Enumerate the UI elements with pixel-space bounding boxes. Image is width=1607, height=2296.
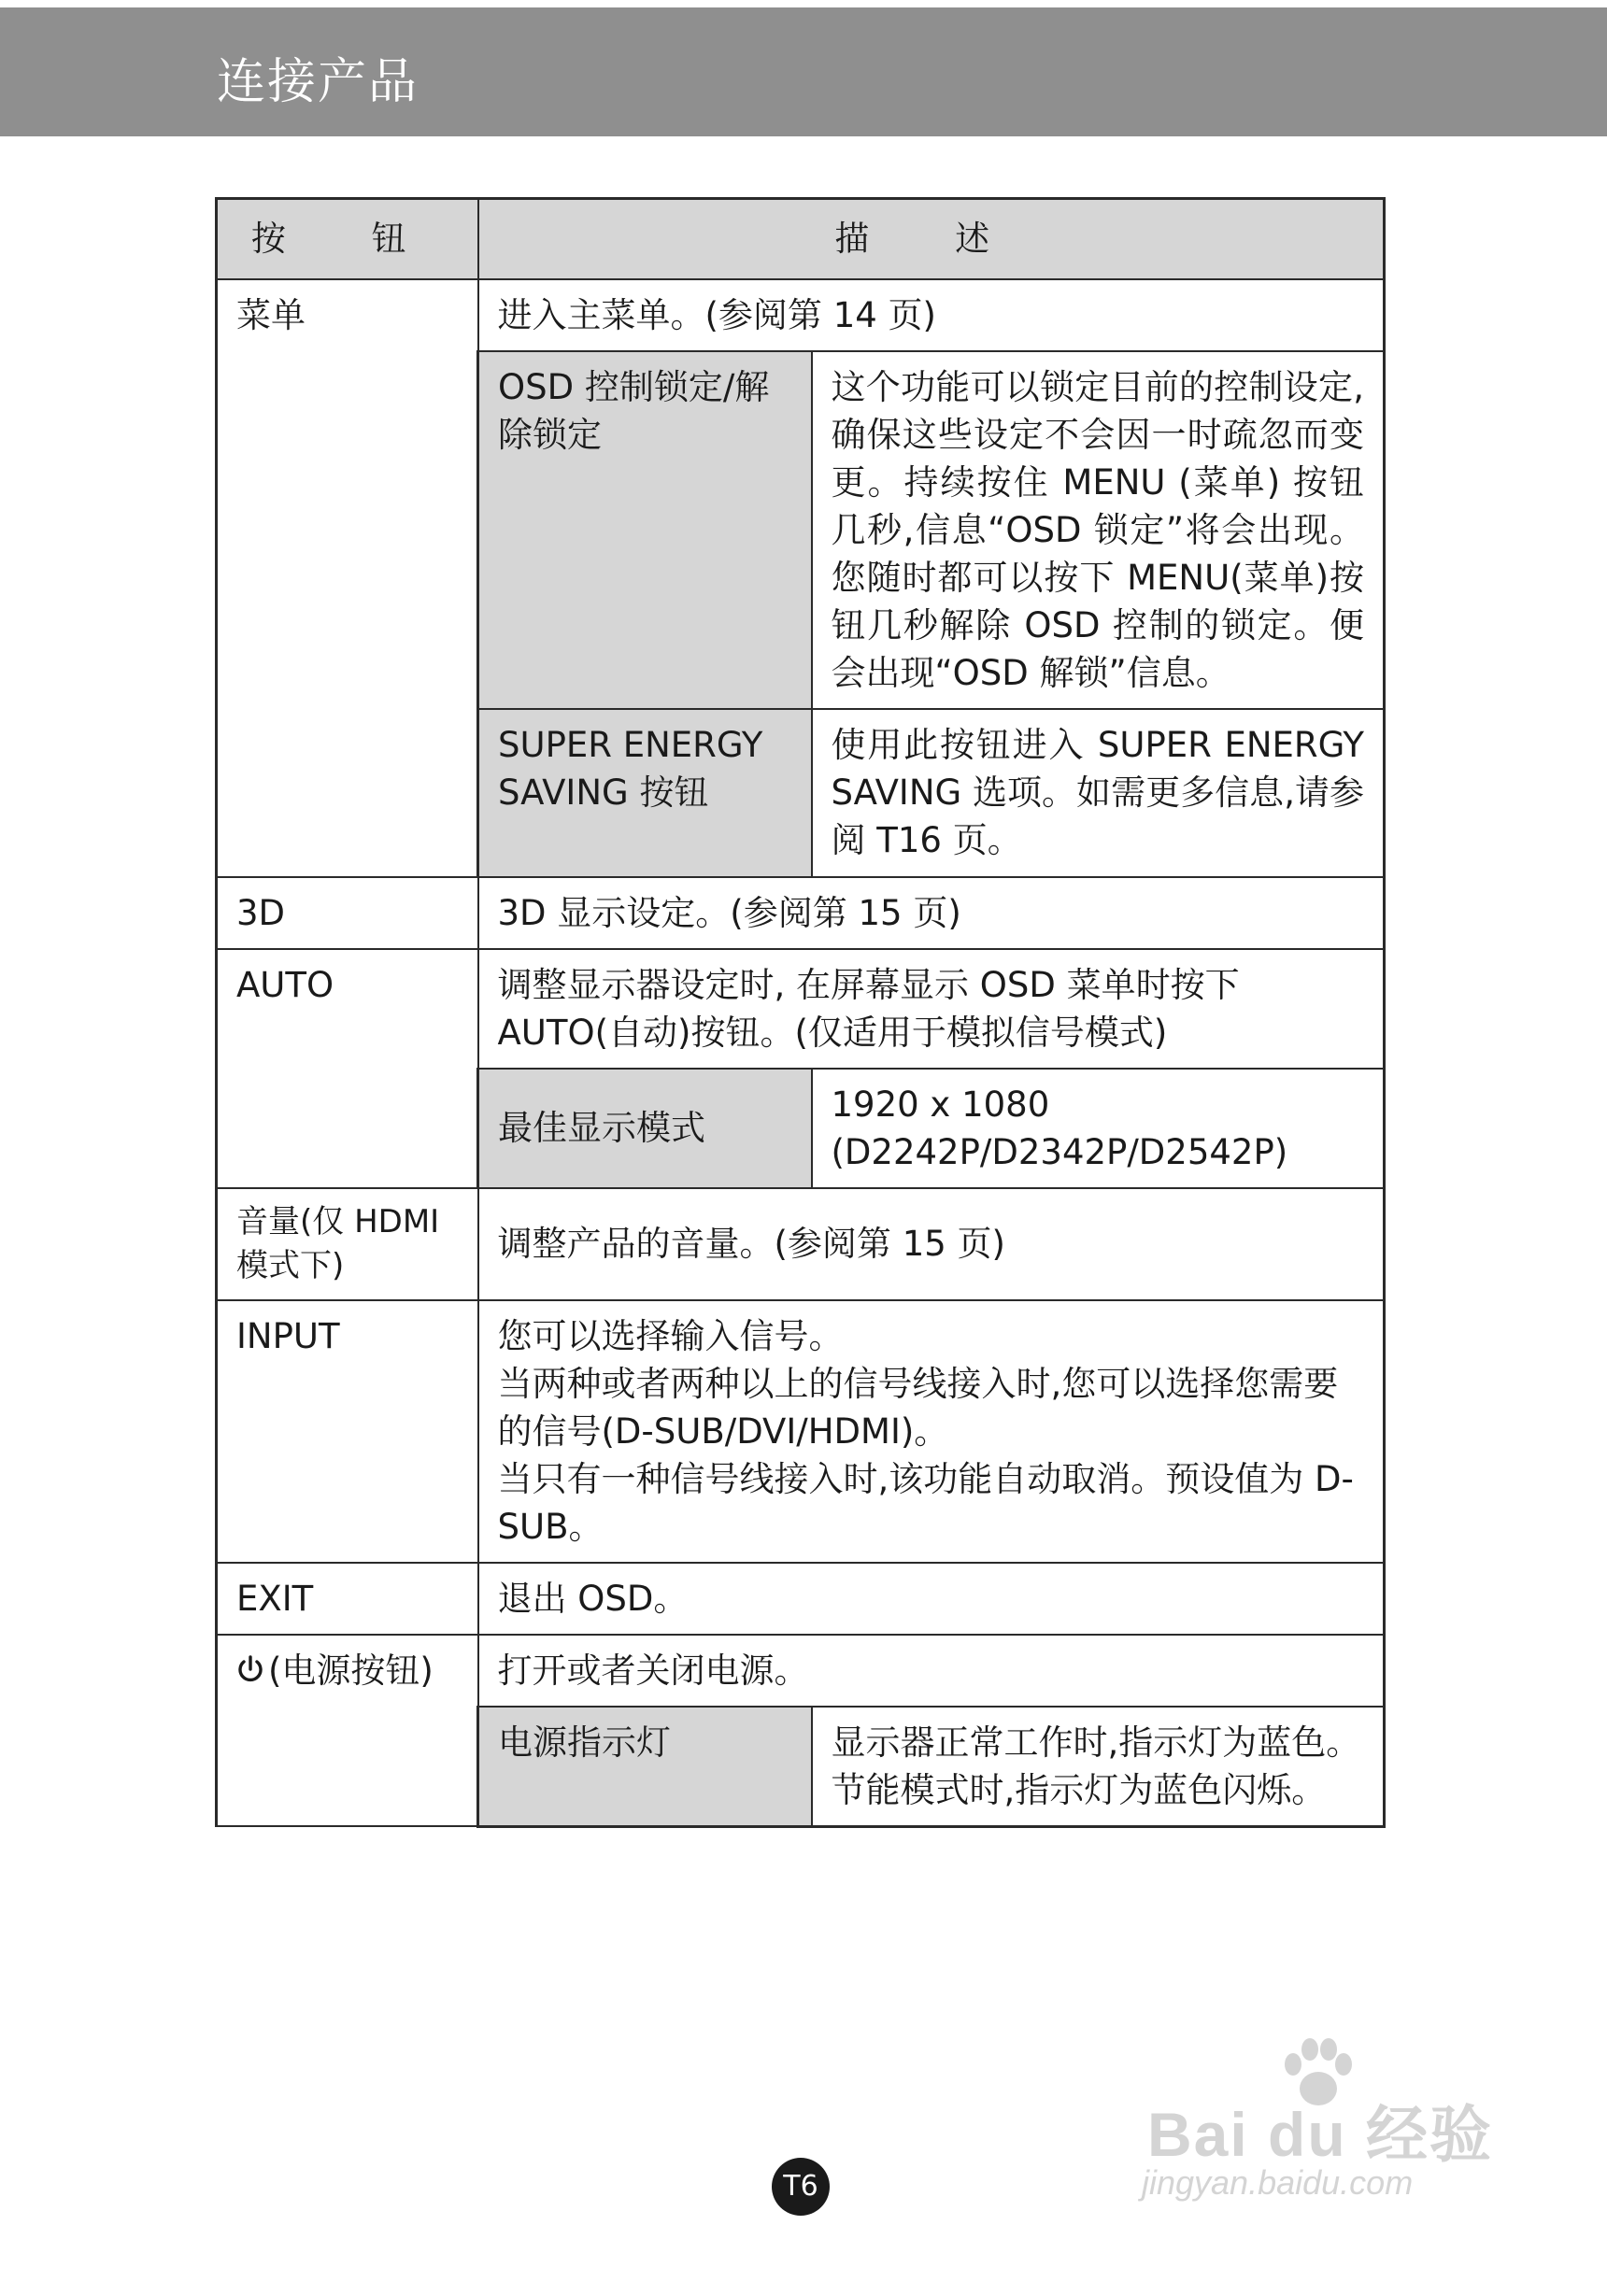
button-name-auto: AUTO [217,949,478,1188]
button-name-3d: 3D [217,877,478,949]
description-3d: 3D 显示设定。(参阅第 15 页) [478,877,1385,949]
description-exit: 退出 OSD。 [478,1563,1385,1635]
watermark-brand: Bai du 经验 [1147,2100,1494,2169]
sub-desc-best-mode [812,1069,1385,1188]
sub-label-best-mode: 最佳显示模式 [478,1069,812,1188]
watermark-url: jingyan.baidu.com [1142,2163,1414,2202]
column-header-description: 描 述 [478,199,1385,280]
description-menu: 进入主菜单。(参阅第 14 页) [478,279,1385,351]
table-row-power [217,1635,1385,1707]
description-input [478,1300,1385,1563]
table-row-menu [217,279,1385,351]
button-name-menu: 菜单 [217,279,478,877]
input-desc-line-3: 当只有一种信号线接入时,该功能自动取消。预设值为 D-SUB。 [497,1458,1354,1547]
description-volume: 调整产品的音量。(参阅第 15 页) [478,1188,1385,1300]
table-row-exit [217,1563,1385,1635]
table-row-volume [217,1188,1385,1300]
table-row-input [217,1300,1385,1563]
table-row-auto [217,949,1385,1069]
best-mode-models: (D2242P/D2342P/D2542P) [831,1131,1288,1172]
button-description-table [215,197,1386,1828]
sub-desc-osd-lock: 这个功能可以锁定目前的控制设定,确保这些设定不会因一时疏忽而变更。持续按住 MENU (菜单) 按钮几秒,信息“OSD 锁定”将会出现。您随时都可以按下 MENU(菜单)按钮几秒解除 OSD 控制的锁定。便会出现“OSD 解锁”信息。 [812,351,1385,709]
description-auto: 调整显示器设定时, 在屏幕显示 OSD 菜单时按下 AUTO(自动)按钮。(仅适用于模拟信号模式) [478,949,1385,1069]
page-number: T6 [772,2158,830,2216]
power-button-label: (电源按钮) [268,1650,434,1691]
power-icon [236,1650,264,1678]
page-title: 连接产品 [217,54,420,110]
button-name-power [217,1635,478,1827]
sub-desc-super-energy-saving: 使用此按钮进入 SUPER ENERGY SAVING 选项。如需更多信息,请参阅 T16 页。 [812,709,1385,876]
button-name-input: INPUT [217,1300,478,1563]
input-desc-line-2: 当两种或者两种以上的信号线接入时,您可以选择您需要的信号(D-SUB/DVI/HDMI)。 [497,1363,1339,1452]
description-power: 打开或者关闭电源。 [478,1635,1385,1707]
button-name-exit: EXIT [217,1563,478,1635]
sub-label-power-led: 电源指示灯 [478,1707,812,1827]
best-mode-resolution: 1920 x 1080 [831,1084,1050,1125]
column-header-button: 按 钮 [217,199,478,280]
input-desc-line-1: 您可以选择输入信号。 [497,1315,844,1356]
sub-label-osd-lock: OSD 控制锁定/解除锁定 [478,351,812,709]
watermark [1142,2036,1515,2223]
sub-desc-power-led: 显示器正常工作时,指示灯为蓝色。节能模式时,指示灯为蓝色闪烁。 [812,1707,1385,1827]
table-row-3d [217,877,1385,949]
sub-label-super-energy-saving: SUPER ENERGY SAVING 按钮 [478,709,812,876]
table-header-row [217,199,1385,280]
button-name-volume: 音量(仅 HDMI 模式下) [217,1188,478,1300]
